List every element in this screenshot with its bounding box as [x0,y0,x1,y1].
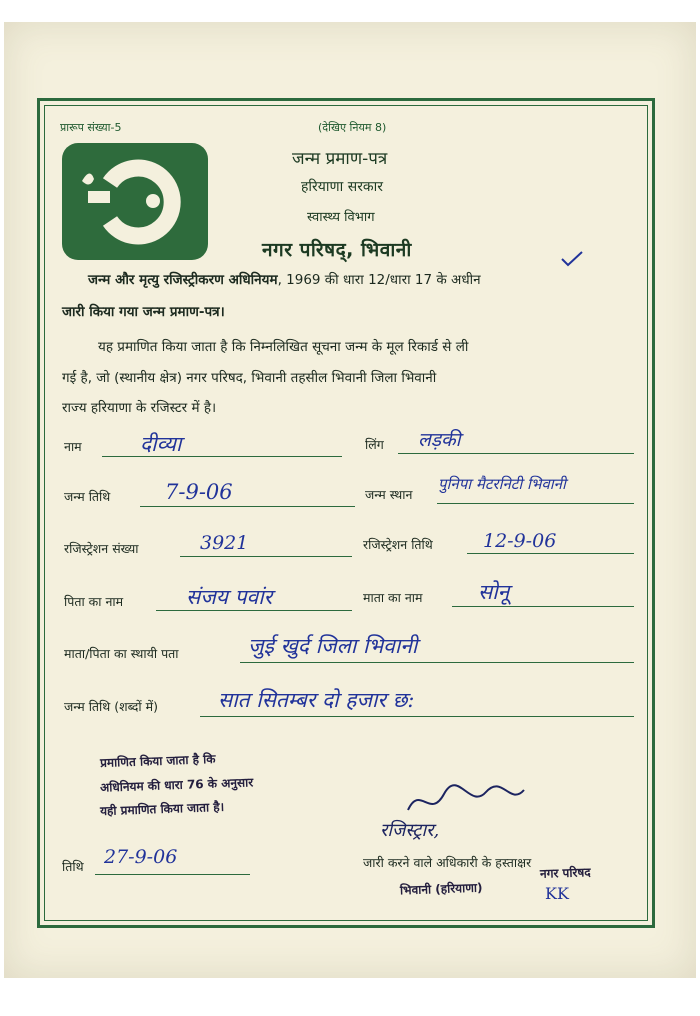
issuer-stamp: नगर परिषद [539,865,591,881]
date-label: तिथि [62,859,84,874]
department-name: स्वास्थ्य विभाग [307,210,375,225]
reg-no-value: 3921 [200,532,249,554]
address-value: जुई खुर्द जिला भिवानी [248,634,418,658]
name-label: नाम [64,439,82,454]
dob-label: जन्म तिथि [64,489,111,504]
reg-no-line [180,556,352,557]
dob-words-line [200,716,634,717]
stamp-line-3: यही प्रमाणित किया जाता है। [99,799,225,819]
dob-value: 7-9-06 [165,480,233,504]
sex-line [398,453,634,454]
dob-line [140,506,355,507]
name-value: दीव्या [140,432,182,456]
stamp-line-1: प्रमाणित किया जाता है कि [99,751,216,771]
registrar-designation: रजिस्ट्रार, [380,820,440,841]
name-line [102,456,342,457]
issuer-label: जारी करने वाले अधिकारी के हस्ताक्षर [363,855,532,870]
act-line: जन्म और मृत्यु रजिस्ट्रीकरण अधिनियम, 1969 की धारा 12/धारा 17 के अधीन [88,272,481,288]
date-line [95,874,250,875]
authority-name: नगर परिषद्, भिवानी [262,239,412,261]
form-number: प्रारूप संख्या-5 [60,121,122,134]
mother-label: माता का नाम [363,590,423,605]
emblem-logo-icon [62,143,208,260]
dob-words-label: जन्म तिथि (शब्दों में) [64,699,158,714]
government-name: हरियाणा सरकार [301,179,384,195]
address-label: माता/पिता का स्थायी पता [64,646,179,661]
address-line [240,662,634,663]
issuer-place: भिवानी (हरियाणा) [399,880,483,898]
reg-date-value: 12-9-06 [483,530,557,552]
sex-label: लिंग [365,437,384,452]
father-label: पिता का नाम [64,594,124,609]
certify-line-3: राज्य हरियाणा के रजिस्टर में है। [62,400,217,416]
reg-date-line [467,553,634,554]
dob-words-value: सात सितम्बर दो हजार छ: [218,688,415,712]
sex-value: लड़की [418,429,461,451]
birth-place-line [437,503,634,504]
rule-reference: (देखिए नियम 8) [318,121,387,134]
mother-value: सोनू [478,580,510,604]
father-value: संजय पवांर [186,585,273,609]
stamp-line-2: अधिनियम की धारा 76 के अनुसार [99,775,254,795]
reg-no-label: रजिस्ट्रेशन संख्या [64,541,139,556]
birth-place-value: पुनिपा मैटरनिटी भिवानी [438,475,566,493]
initials: KK [545,884,569,903]
birth-place-label: जन्म स्थान [365,487,413,502]
mother-line [452,606,634,607]
check-mark-icon [560,250,584,268]
certificate-title: जन्म प्रमाण-पत्र [292,149,388,169]
act-line-2: जारी किया गया जन्म प्रमाण-पत्र। [62,304,225,320]
certify-line-1: यह प्रमाणित किया जाता है कि निम्नलिखित सूचना जन्म के मूल रिकार्ड से ली [98,339,469,355]
certify-line-2: गई है, जो (स्थानीय क्षेत्र) नगर परिषद, भिवानी तहसील भिवानी जिला भिवानी [62,370,437,386]
reg-date-label: रजिस्ट्रेशन तिथि [363,537,433,552]
date-value: 27-9-06 [104,846,178,868]
